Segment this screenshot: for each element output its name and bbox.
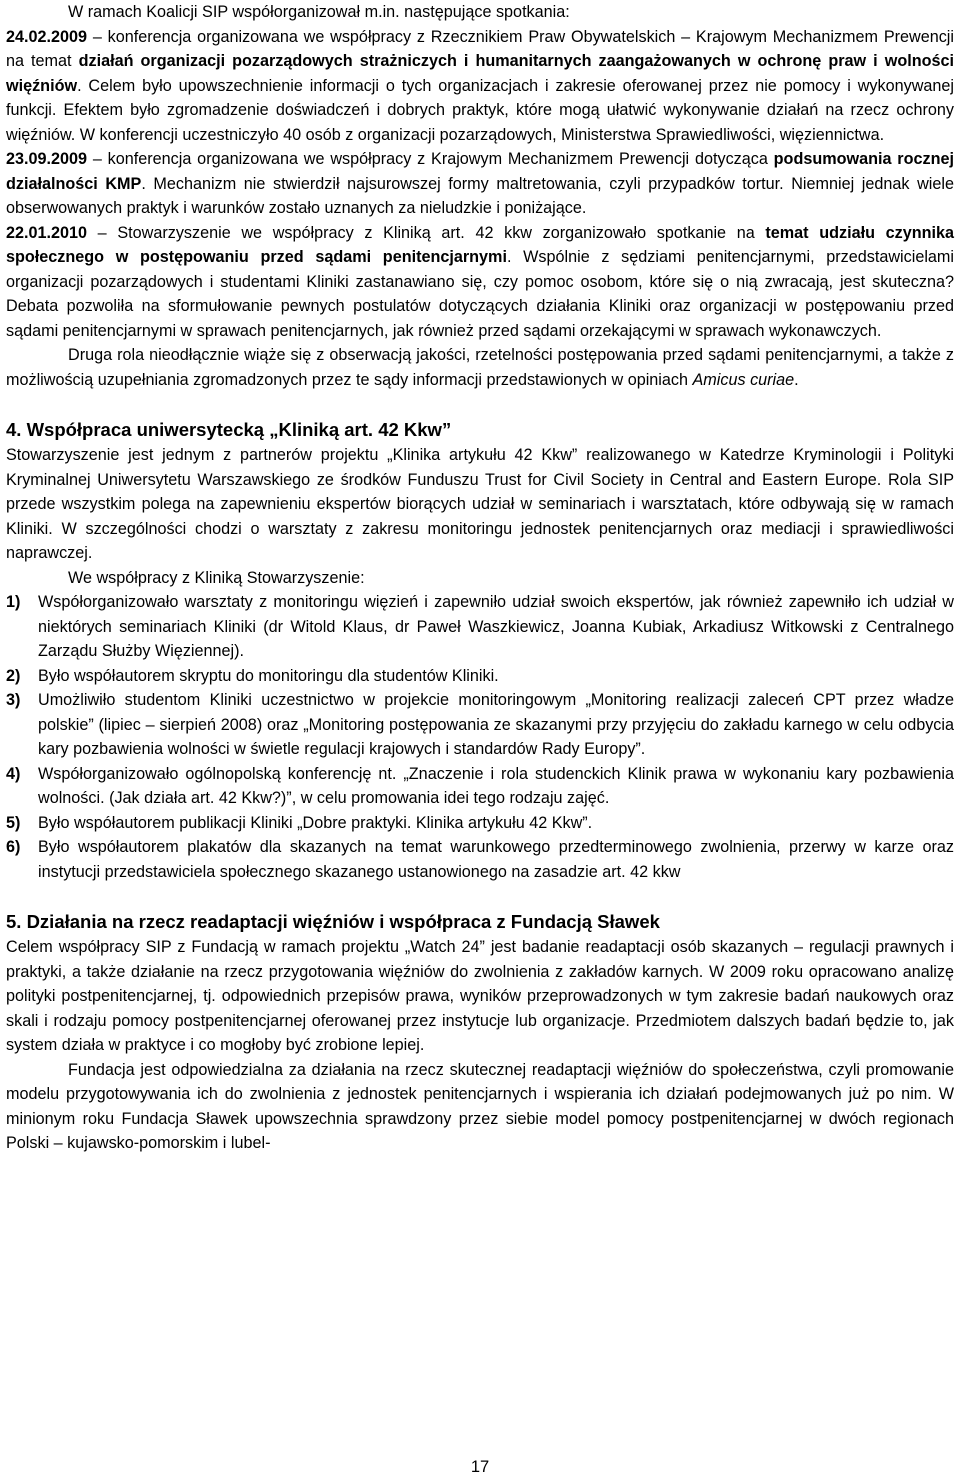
list-number: 4) bbox=[6, 764, 21, 783]
section-4-lead: We współpracy z Kliniką Stowarzyszenie: bbox=[68, 568, 365, 587]
section-4-paragraph: Stowarzyszenie jest jednym z partnerów projektu „Klinika artykułu 42 Kkw” realizowanego w Katedrze Kryminologii i Polityki Kryminalnej Uniwersytetu Warszawskiego ze środków Funduszu Trust for Civil Society in Central and Eastern Europe. Rola SIP przede wszystkim polega na zapewnieniu ekspertów biorących udział w seminariach i warsztatach, które odbywają się w ramach Kliniki. W szczególności chodzi o warsztaty z zakresu monitoringu jednostek penitencjarnych oraz mediacji i sprawiedliwości naprawczej. bbox=[6, 446, 954, 562]
meeting-text: – Stowarzyszenie we współpracy z Kliniką art. 42 kkw zorganizowało spotkanie na bbox=[87, 223, 766, 242]
list-item bbox=[6, 762, 954, 811]
meeting-text: – konferencja organizowana we współpracy z Rzecznikiem Praw Obywatelskich – Krajowym Mechanizmem Prewencji na temat bbox=[6, 27, 954, 70]
list-item bbox=[6, 835, 954, 884]
meeting-topic: temat udziału czynnika społecznego w postępowaniu przed sądami penitencjarnymi bbox=[6, 223, 954, 266]
amicus-paragraph bbox=[6, 343, 954, 392]
meeting-date: 24.02.2009 bbox=[6, 27, 88, 46]
amicus-end: . bbox=[794, 370, 799, 389]
meeting-topic: działań organizacji pozarządowych strażniczych i humanitarnych zaangażowanych w ochronę praw i wolności więźniów bbox=[6, 52, 954, 95]
meeting-topic: podsumowania rocznej działalności KMP bbox=[6, 150, 954, 193]
amicus-text: Druga rola nieodłącznie wiąże się z obserwacją jakości, rzetelności postępowania przed sądami penitencjarnymi, a także z możliwością uzupełniania zgromadzonych przez te sądy informacji przedstawionych w opiniach bbox=[6, 346, 954, 389]
section-5-paragraph-1: Celem współpracy SIP z Fundacją w ramach projektu „Watch 24” jest badanie readaptacji osób skazanych – regulacji prawnych i praktyki, a także działanie na rzecz przygotowania więźniów do zwolnienia z zakładów karnych. W 2009 roku opracowano analizę polityki postpenitencjarnej, tj. odpowiednich przepisów prawa, wyników przeprowadzonych w tym zakresie badań naukowych oraz skali i rodzaju pomocy postpenitencjarnej oferowanej przez instytucje lub organizacje. Przedmiotem dalszych badań będzie to, jak system działa w praktyce i co mogłoby być zrobione lepiej. bbox=[6, 938, 954, 1054]
meeting-text: – konferencja organizowana we współpracy z Krajowym Mechanizmem Prewencji dotycząca bbox=[87, 150, 774, 168]
page-number: 17 bbox=[470, 1458, 490, 1476]
meeting-text: . Mechanizm nie stwierdził najsurowszej formy maltretowania, czyli przypadków tortur. Niemniej jednak wiele obserwowanych praktyk i warunków zostało uznanych za nieludzkie i poniżające. bbox=[6, 174, 954, 217]
list-item bbox=[6, 590, 954, 664]
meeting-text: . Wspólnie z sędziami penitencjarnymi, przedstawicielami organizacji pozarządowych i studentami Kliniki zastanawiano się, czy pomoc osobom, które się o nią zwracają, jest skuteczna? Debata pozwoliła na sformułowanie pewnych postulatów dotyczących działania Kliniki oraz organizacji w postępowaniu przed sądami penitencjarnymi w sprawach penitencjarnych, jak również przed sądami orzekającymi w sprawach wykonawczych. bbox=[6, 248, 954, 340]
meeting-entry-1 bbox=[6, 25, 954, 148]
cooperation-list bbox=[6, 590, 954, 884]
list-number: 2) bbox=[6, 666, 21, 685]
meeting-entry-3 bbox=[6, 221, 954, 344]
amicus-term: Amicus curiae bbox=[692, 370, 795, 389]
meeting-date: 23.09.2009 bbox=[6, 150, 88, 168]
list-number: 6) bbox=[6, 838, 21, 856]
meeting-date: 22.01.2010 bbox=[6, 223, 88, 242]
list-item bbox=[6, 811, 954, 836]
list-text: Współorganizowało ogólnopolską konferencję nt. „Znaczenie i rola studenckich Klinik prawa w wykonaniu kary pozbawienia wolności. (Jak działa art. 42 Kkw?)”, w celu promowania idei tego rodzaju zajęć. bbox=[38, 764, 954, 807]
spacer bbox=[6, 392, 954, 417]
list-text: Współorganizowało warsztaty z monitoringu więzień i zapewniło udział swoich ekspertów, jak również zapewniło ich udział w niektórych seminariach Kliniki (dr Witold Klaus, dr Paweł Waszkiewicz, Joanna Kubiak, Arkadiusz Witkowski z Centralnego Zarządu Służby Więziennej). bbox=[38, 593, 954, 660]
list-number: 5) bbox=[6, 813, 21, 832]
section-5-paragraph-2: Fundacja jest odpowiedzialna za działania na rzecz skutecznej readaptacji więźniów do społeczeństwa, czyli promowanie modelu przygotowywania ich do zwolnienia z jednostek penitencjarnych i wspierania ich działań podejmowanych już po nim. W minionym roku Fundacja Sławek upowszechnia sprawdzony przez siebie model pomocy postpenitencjarnej w dwóch regionach Polski – kujawsko-pomorskim i lubel- bbox=[6, 1060, 954, 1152]
list-item bbox=[6, 688, 954, 762]
list-text: Było współautorem skryptu do monitoringu dla studentów Kliniki. bbox=[38, 666, 499, 685]
meeting-entry-2 bbox=[6, 147, 954, 221]
intro-line: W ramach Koalicji SIP współorganizował m.in. następujące spotkania: bbox=[68, 3, 570, 21]
meeting-text: . Celem było upowszechnienie informacji o tych organizacjach i zakresie oferowanej przez nie pomocy i wykonywanej funkcji. Efektem było zgromadzenie doświadczeń i dobrych praktyk, które mogą ułatwić wykonywanie działań na rzecz ochrony więźniów. W konferencji uczestniczyło 40 osób z organizacji pozarządowych, Ministerstwa Sprawiedliwości, więziennictwa. bbox=[6, 76, 954, 144]
document-body bbox=[6, 0, 954, 1156]
list-item bbox=[6, 664, 954, 689]
section-4-heading: 4. Współpraca uniwersytecką „Kliniką art. 42 Kkw” bbox=[6, 419, 452, 440]
spacer bbox=[6, 884, 954, 909]
list-number: 3) bbox=[6, 691, 21, 709]
section-5-heading: 5. Działania na rzecz readaptacji więźniów i współpraca z Fundacją Sławek bbox=[6, 911, 660, 932]
list-text: Było współautorem publikacji Kliniki „Dobre praktyki. Klinika artykułu 42 Kkw”. bbox=[38, 813, 593, 832]
list-number: 1) bbox=[6, 593, 21, 611]
list-text: Umożliwiło studentom Kliniki uczestnictwo w projekcie monitoringowym „Monitoring realizacji zaleceń CPT przez władze polskie” (lipiec – sierpień 2008) oraz „Monitoring postępowania ze skazanymi przy przyjęciu do zakładu karnego w celu odbycia kary pozbawienia wolności w świetle regulacji krajowych i standardów Rady Europy”. bbox=[38, 691, 954, 758]
list-text: Było współautorem plakatów dla skazanych na temat warunkowego przedterminowego zwolnienia, przerwy w karze oraz instytucji przedstawiciela społecznego skazanego ustanowionego na zasadzie art. 42 kkw bbox=[38, 838, 954, 881]
